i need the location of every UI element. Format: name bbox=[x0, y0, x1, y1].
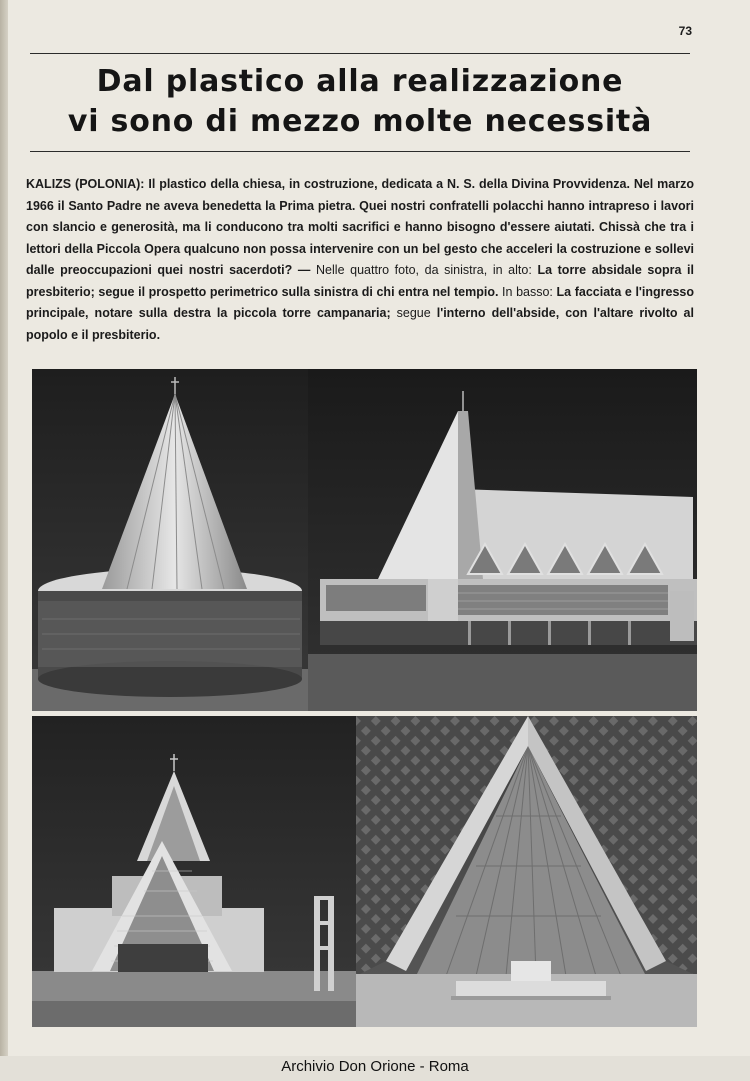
page-number: 73 bbox=[678, 24, 692, 38]
photo-caption bbox=[26, 174, 694, 346]
photo-main-facade bbox=[32, 716, 359, 1027]
caption-interior: l'interno dell'abside, con l'altare rivolto al popolo e il presbiterio. bbox=[26, 306, 694, 342]
book-spine-shadow bbox=[0, 0, 8, 1081]
archive-footer: Archivio Don Orione - Roma bbox=[0, 1056, 750, 1081]
caption-follows: segue bbox=[396, 306, 437, 320]
photo-apse-tower bbox=[32, 369, 311, 711]
photo-apse-interior bbox=[356, 716, 697, 1027]
caption-facade: La facciata e l'ingresso principale, notare sulla destra la piccola torre campanaria; bbox=[26, 284, 695, 320]
title-line-1: Dal plastico alla realizzazione bbox=[96, 64, 624, 99]
caption-top-photos: La torre absidale sopra il presbiterio; segue il prospetto perimetrico sulla sinistra di chi entra nel tempio. bbox=[26, 263, 694, 299]
title-top-rule bbox=[30, 53, 690, 54]
photo-side-elevation bbox=[308, 369, 697, 711]
caption-photo-order: Nelle quattro foto, da sinistra, in alto: bbox=[316, 263, 538, 277]
caption-bottom-label: In basso: bbox=[502, 284, 557, 299]
caption-intro: KALIZS (POLONIA): Il plastico della chiesa, in costruzione, dedicata a N. S. della Divina Provvidenza. Nel marzo 1966 il Santo Padre ne aveva benedetta la Prima pietra. Quei nostri confratelli polacchi hanno intrapreso i lavori con slancio e generosità, ma li conducono tra molti sacrifici e hanno bisogno d'essere aiutati. Chissà che tra i lettori della Piccola Opera qualcuno non possa intervenire con un bel gesto che acceleri la costruzione e sollevi dalle preoccupazioni quei nostri sacerdoti? — bbox=[26, 177, 694, 277]
page-title bbox=[30, 62, 690, 142]
title-bottom-rule bbox=[30, 151, 690, 152]
title-line-2: vi sono di mezzo molte necessità bbox=[67, 104, 653, 139]
